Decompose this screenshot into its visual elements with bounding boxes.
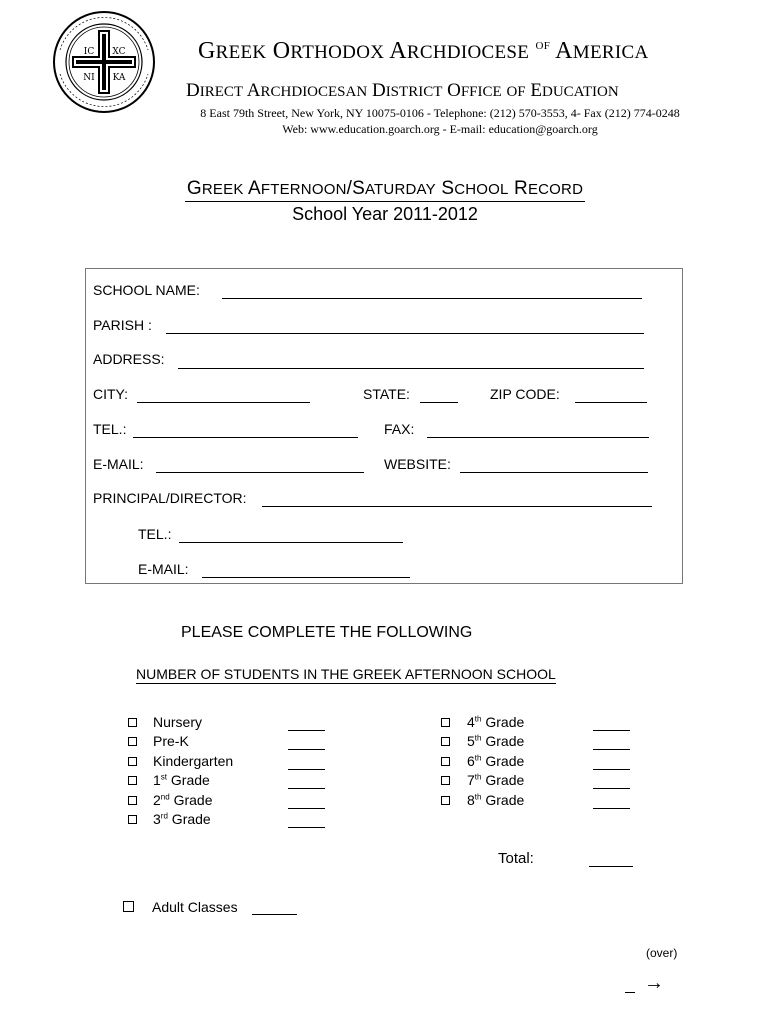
grade-label: 6th Grade — [467, 752, 525, 769]
grade-checkbox[interactable] — [128, 737, 137, 746]
students-subheading: NUMBER OF STUDENTS IN THE GREEK AFTERNOON SCHOOL — [136, 666, 556, 682]
grade-label: 4th Grade — [467, 714, 525, 730]
grade-label: Kindergarten — [153, 752, 234, 769]
fax-field[interactable] — [427, 437, 649, 438]
zip-label: ZIP CODE: — [490, 386, 560, 402]
seal-ic: IC — [83, 47, 95, 57]
grade-label: Nursery — [153, 714, 203, 730]
grade-count-field[interactable] — [288, 827, 325, 828]
office-name: DIRECT ARCHDIOCESAN DISTRICT OFFICE OF EDUCATION — [186, 80, 619, 101]
principal-email-label: E-MAIL: — [138, 561, 189, 577]
document-title — [100, 178, 670, 225]
contact-web-email: Web: www.education.goarch.org - E-mail: education@goarch.org — [282, 122, 598, 136]
adult-classes-count-field[interactable] — [252, 914, 297, 915]
grade-checkbox[interactable] — [128, 718, 137, 727]
form-title: GREEK AFTERNOON/SATURDAY SCHOOL RECORD — [185, 178, 585, 202]
grade-count-field[interactable] — [288, 749, 325, 750]
adult-classes-label: Adult Classes — [152, 899, 238, 915]
grade-label: 1st Grade — [153, 772, 210, 789]
adult-classes-checkbox[interactable] — [123, 901, 134, 912]
grade-checkbox[interactable] — [441, 737, 450, 746]
seal-ka: KA — [112, 73, 126, 83]
website-field[interactable] — [460, 472, 648, 473]
grade-label: 5th Grade — [467, 733, 525, 750]
grade-checkbox[interactable] — [441, 718, 450, 727]
grade-label: 3rd Grade — [153, 811, 211, 827]
grade-checkbox[interactable] — [441, 796, 450, 805]
state-field[interactable] — [420, 402, 458, 403]
grade-label: Pre-K — [153, 733, 189, 750]
grade-count-field[interactable] — [288, 769, 325, 770]
grade-label: 7th Grade — [467, 772, 525, 789]
tel-label: TEL.: — [93, 421, 127, 437]
grade-label: 2nd Grade — [153, 791, 213, 808]
grade-count-field[interactable] — [288, 808, 325, 809]
parish-label: PARISH : — [93, 317, 152, 333]
grade-count-field[interactable] — [593, 808, 630, 809]
archdiocese-seal — [52, 10, 156, 114]
contact-address: 8 East 79th Street, New York, NY 10075-0106 - Telephone: (212) 570-3553, 4- Fax (212) 774-0248 — [200, 106, 680, 120]
grade-checkbox[interactable] — [128, 776, 137, 785]
parish-field[interactable] — [166, 333, 644, 334]
grade-checkbox[interactable] — [128, 815, 137, 824]
principal-tel-field[interactable] — [179, 542, 403, 543]
city-label: CITY: — [93, 386, 129, 402]
footer-dash — [625, 992, 635, 993]
grade-count-field[interactable] — [593, 730, 630, 731]
grade-count-field[interactable] — [288, 730, 325, 731]
complete-heading: PLEASE COMPLETE THE FOLLOWING — [181, 624, 473, 641]
website-label: WEBSITE: — [384, 456, 451, 472]
school-year: School Year 2011-2012 — [292, 204, 478, 224]
city-field[interactable] — [137, 402, 310, 403]
fax-label: FAX: — [384, 421, 415, 437]
principal-email-field[interactable] — [202, 577, 410, 578]
grade-checkbox[interactable] — [128, 757, 137, 766]
seal-ni: NI — [83, 73, 95, 83]
total-label: Total: — [498, 850, 534, 867]
total-field[interactable] — [589, 866, 633, 867]
grade-checkbox[interactable] — [128, 796, 137, 805]
org-name: GREEK ORTHODOX ARCHDIOCESE $^{OF}$ AMERICA — [198, 38, 649, 64]
principal-tel-label: TEL.: — [138, 526, 172, 542]
school-name-label: SCHOOL NAME: — [93, 282, 200, 298]
principal-field[interactable] — [262, 506, 652, 507]
email-field[interactable] — [156, 472, 364, 473]
state-label: STATE: — [363, 386, 410, 402]
school-name-field[interactable] — [222, 298, 642, 299]
tel-field[interactable] — [133, 437, 358, 438]
address-label: ADDRESS: — [93, 351, 165, 367]
principal-label: PRINCIPAL/DIRECTOR: — [93, 490, 247, 506]
grade-count-field[interactable] — [593, 788, 630, 789]
seal-xc: XC — [112, 47, 126, 57]
address-field[interactable] — [178, 368, 644, 369]
zip-field[interactable] — [575, 402, 647, 403]
grade-count-field[interactable] — [593, 769, 630, 770]
arrow-right-icon: → — [644, 972, 664, 994]
grade-count-field[interactable] — [288, 788, 325, 789]
grade-checkbox[interactable] — [441, 757, 450, 766]
over-note: (over) — [646, 946, 678, 960]
grade-count-field[interactable] — [593, 749, 630, 750]
email-label: E-MAIL: — [93, 456, 144, 472]
grade-checkbox[interactable] — [441, 776, 450, 785]
grade-label: 8th Grade — [467, 791, 525, 808]
